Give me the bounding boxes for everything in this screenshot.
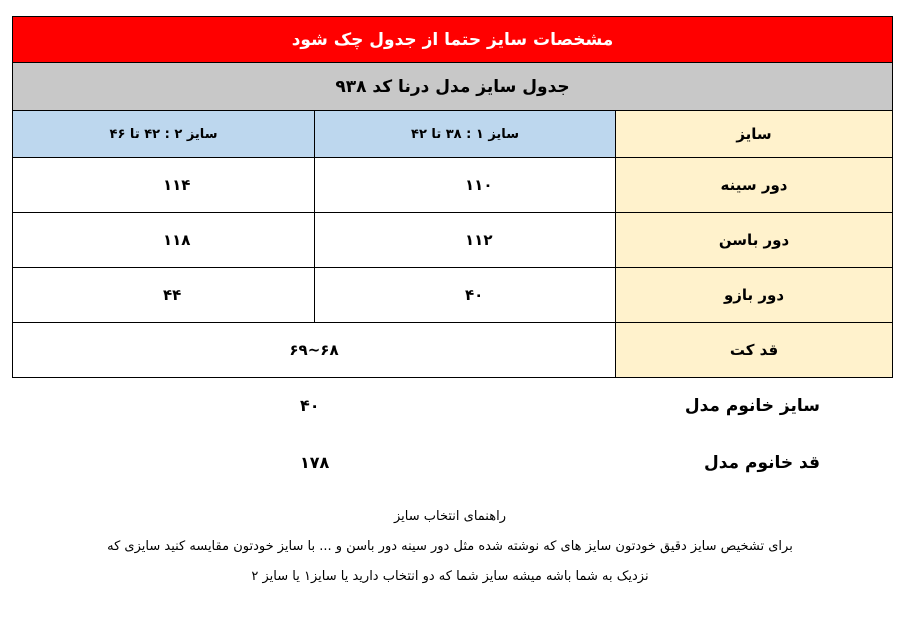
model-height-value: ۱۷۸	[300, 453, 330, 472]
chest-size-2: ۱۱۴	[13, 158, 315, 213]
guide-line-2: نزدیک به شما باشه میشه سایز شما که دو انتخاب دارید یا سایز۱ یا سایز ۲	[251, 569, 649, 584]
hip-size-1: ۱۱۲	[315, 213, 616, 268]
size-chart-sheet	[12, 16, 892, 378]
guide-line-1: برای تشخیص سایز دقیق خودتون سایز های که نوشته شده مثل دور سینه دور باسن و ... با سایز خودتون مقایسه کنید سایزی که	[107, 539, 793, 554]
model-size-value: ۴۰	[300, 396, 320, 415]
arm-size-1: ۴۰	[315, 268, 616, 323]
table-row	[13, 158, 893, 213]
arm-size-2: ۴۴	[13, 268, 315, 323]
header-size-label: سایز	[616, 111, 893, 158]
table-row	[13, 268, 893, 323]
row-label-hip: دور باسن	[616, 213, 893, 268]
guide-title: راهنمای انتخاب سایز	[394, 509, 506, 524]
subtitle-row	[13, 63, 893, 111]
table-row	[13, 323, 893, 378]
hip-size-2: ۱۱۸	[13, 213, 315, 268]
table-subtitle: جدول سایز مدل درنا کد ۹۳۸	[13, 63, 893, 111]
coat-length-value: ۶۸~۶۹	[13, 323, 616, 378]
row-label-arm: دور بازو	[616, 268, 893, 323]
model-size-label: سایز خانوم مدل	[684, 396, 820, 416]
model-height-label: قد خانوم مدل	[703, 453, 820, 473]
model-size-line	[0, 396, 904, 436]
header-size-1: سایز ۱ : ۳۸ تا ۴۲	[315, 111, 616, 158]
header-size-2: سایز ۲ : ۴۲ تا ۴۶	[13, 111, 315, 158]
row-label-chest: دور سینه	[616, 158, 893, 213]
size-guide	[20, 502, 880, 592]
table-title: مشخصات سایز حتما از جدول چک شود	[13, 17, 893, 63]
header-row	[13, 111, 893, 158]
title-row	[13, 17, 893, 63]
size-table	[12, 16, 893, 378]
chest-size-1: ۱۱۰	[315, 158, 616, 213]
row-label-length: قد کت	[616, 323, 893, 378]
table-row	[13, 213, 893, 268]
model-height-line	[0, 453, 904, 493]
